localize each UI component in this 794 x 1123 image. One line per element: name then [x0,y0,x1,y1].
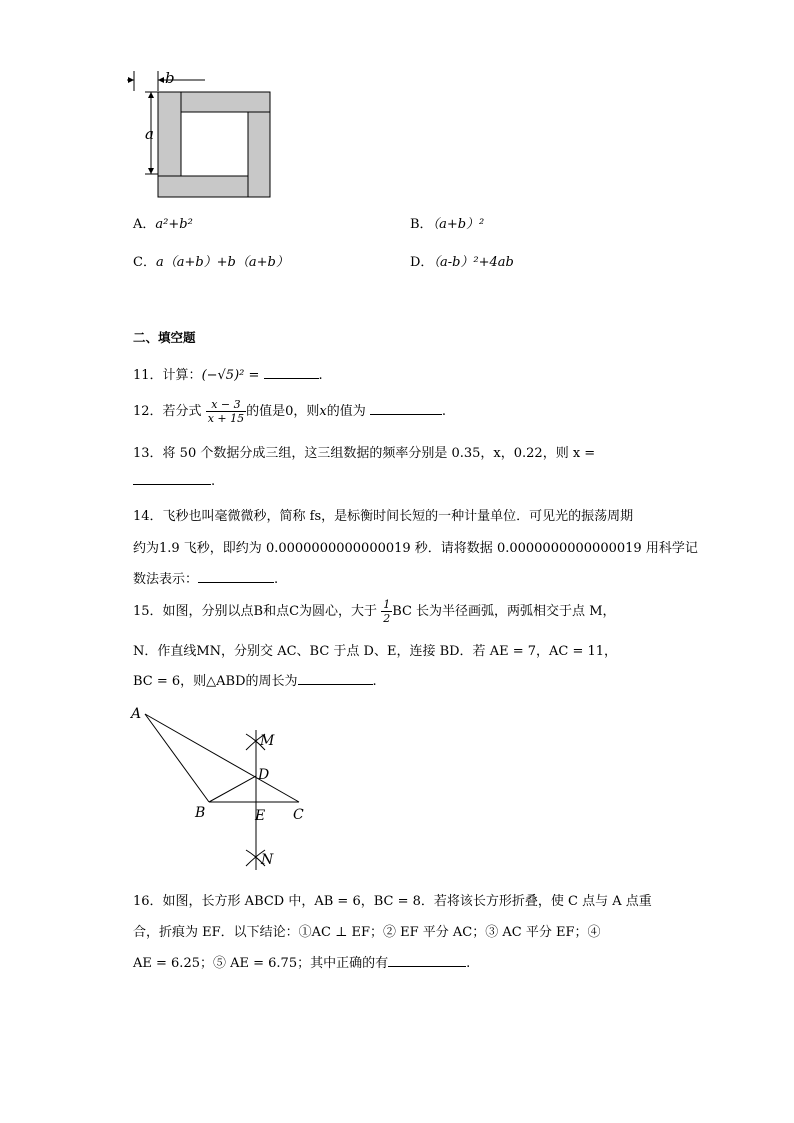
rect-bottom [158,176,248,197]
answer-blank[interactable] [298,672,373,685]
triangle-figure [125,700,325,875]
answer-blank[interactable] [133,472,211,485]
question-15-line1: 15．如图，分别以点B和点C为圆心，大于 $\frac{1}{2}$ BC 长为半径画弧，两弧相交于点 M， [133,598,616,625]
point-e-label: E [255,808,266,824]
option-b: B．（a+b）² [410,217,485,232]
question-15-line3: BC = 6，则△ABD的周长为 . [133,674,377,689]
point-d-label: D [258,767,270,783]
option-d: D．（a-b）²+4ab [410,255,514,270]
segment-ab [145,714,209,802]
question-13: 13．将 50 个数据分成三组，这三组数据的频率分别是 0.35，x，0.22，则 x = [133,446,596,461]
square-figure [125,66,285,201]
point-n-label: N [261,852,274,868]
question-13-answer-line: . [133,472,215,489]
question-11: 11．计算：(−√5)² = . [133,368,323,383]
rect-right [248,112,270,197]
answer-blank[interactable] [370,402,442,415]
rect-left [158,92,181,176]
answer-blank[interactable] [388,954,466,967]
point-b-label: B [195,805,206,821]
point-m-label: M [260,733,275,749]
answer-blank[interactable] [198,570,274,583]
question-14-line3: 数法表示： . [133,572,279,587]
question-14-line1: 14．飞秒也叫毫微微秒，简称 fs，是标衡时间长短的一种计量单位．可见光的振荡周期 [133,509,634,524]
fraction-half: $\frac{1}{2}$ [383,598,391,625]
section-title: 二、填空题 [133,330,196,345]
segment-ac [145,714,299,802]
option-a: A．a²+b² [133,217,193,232]
segment-bd [209,776,256,802]
label-a: a [145,125,154,143]
rect-top [181,92,270,112]
question-16-line1: 16．如图，长方形 ABCD 中，AB = 6，BC = 8．若将该长方形折叠，使 C 点与 A 点重 [133,894,652,909]
question-14-line2: 约为1.9 飞秒，即约为 0.0000000000000019 秒．请将数据 0.0000000000000019 用科学记 [133,541,698,556]
question-12: 12．若分式 $\frac{x - 3}{x + 15}$ 的值是0，则x的值为 . [133,398,447,425]
label-b: b [165,69,175,87]
question-16-line3: AE = 6.25；⑤ AE = 6.75；其中正确的有 . [133,956,471,971]
point-a-label: A [131,706,142,722]
question-16-line2: 合，折痕为 EF．以下结论：①AC ⊥ EF；② EF 平分 AC；③ AC 平分 EF；④ [133,925,601,940]
point-c-label: C [293,807,304,823]
fraction: $\frac{x - 3}{x + 15}$ [207,398,245,425]
answer-blank[interactable] [264,366,319,379]
option-c: C．a（a+b）+b（a+b） [133,255,289,270]
question-15-line2: N．作直线MN，分别交 AC、BC 于点 D、E，连接 BD．若 AE = 7，AC = 11， [133,644,618,659]
